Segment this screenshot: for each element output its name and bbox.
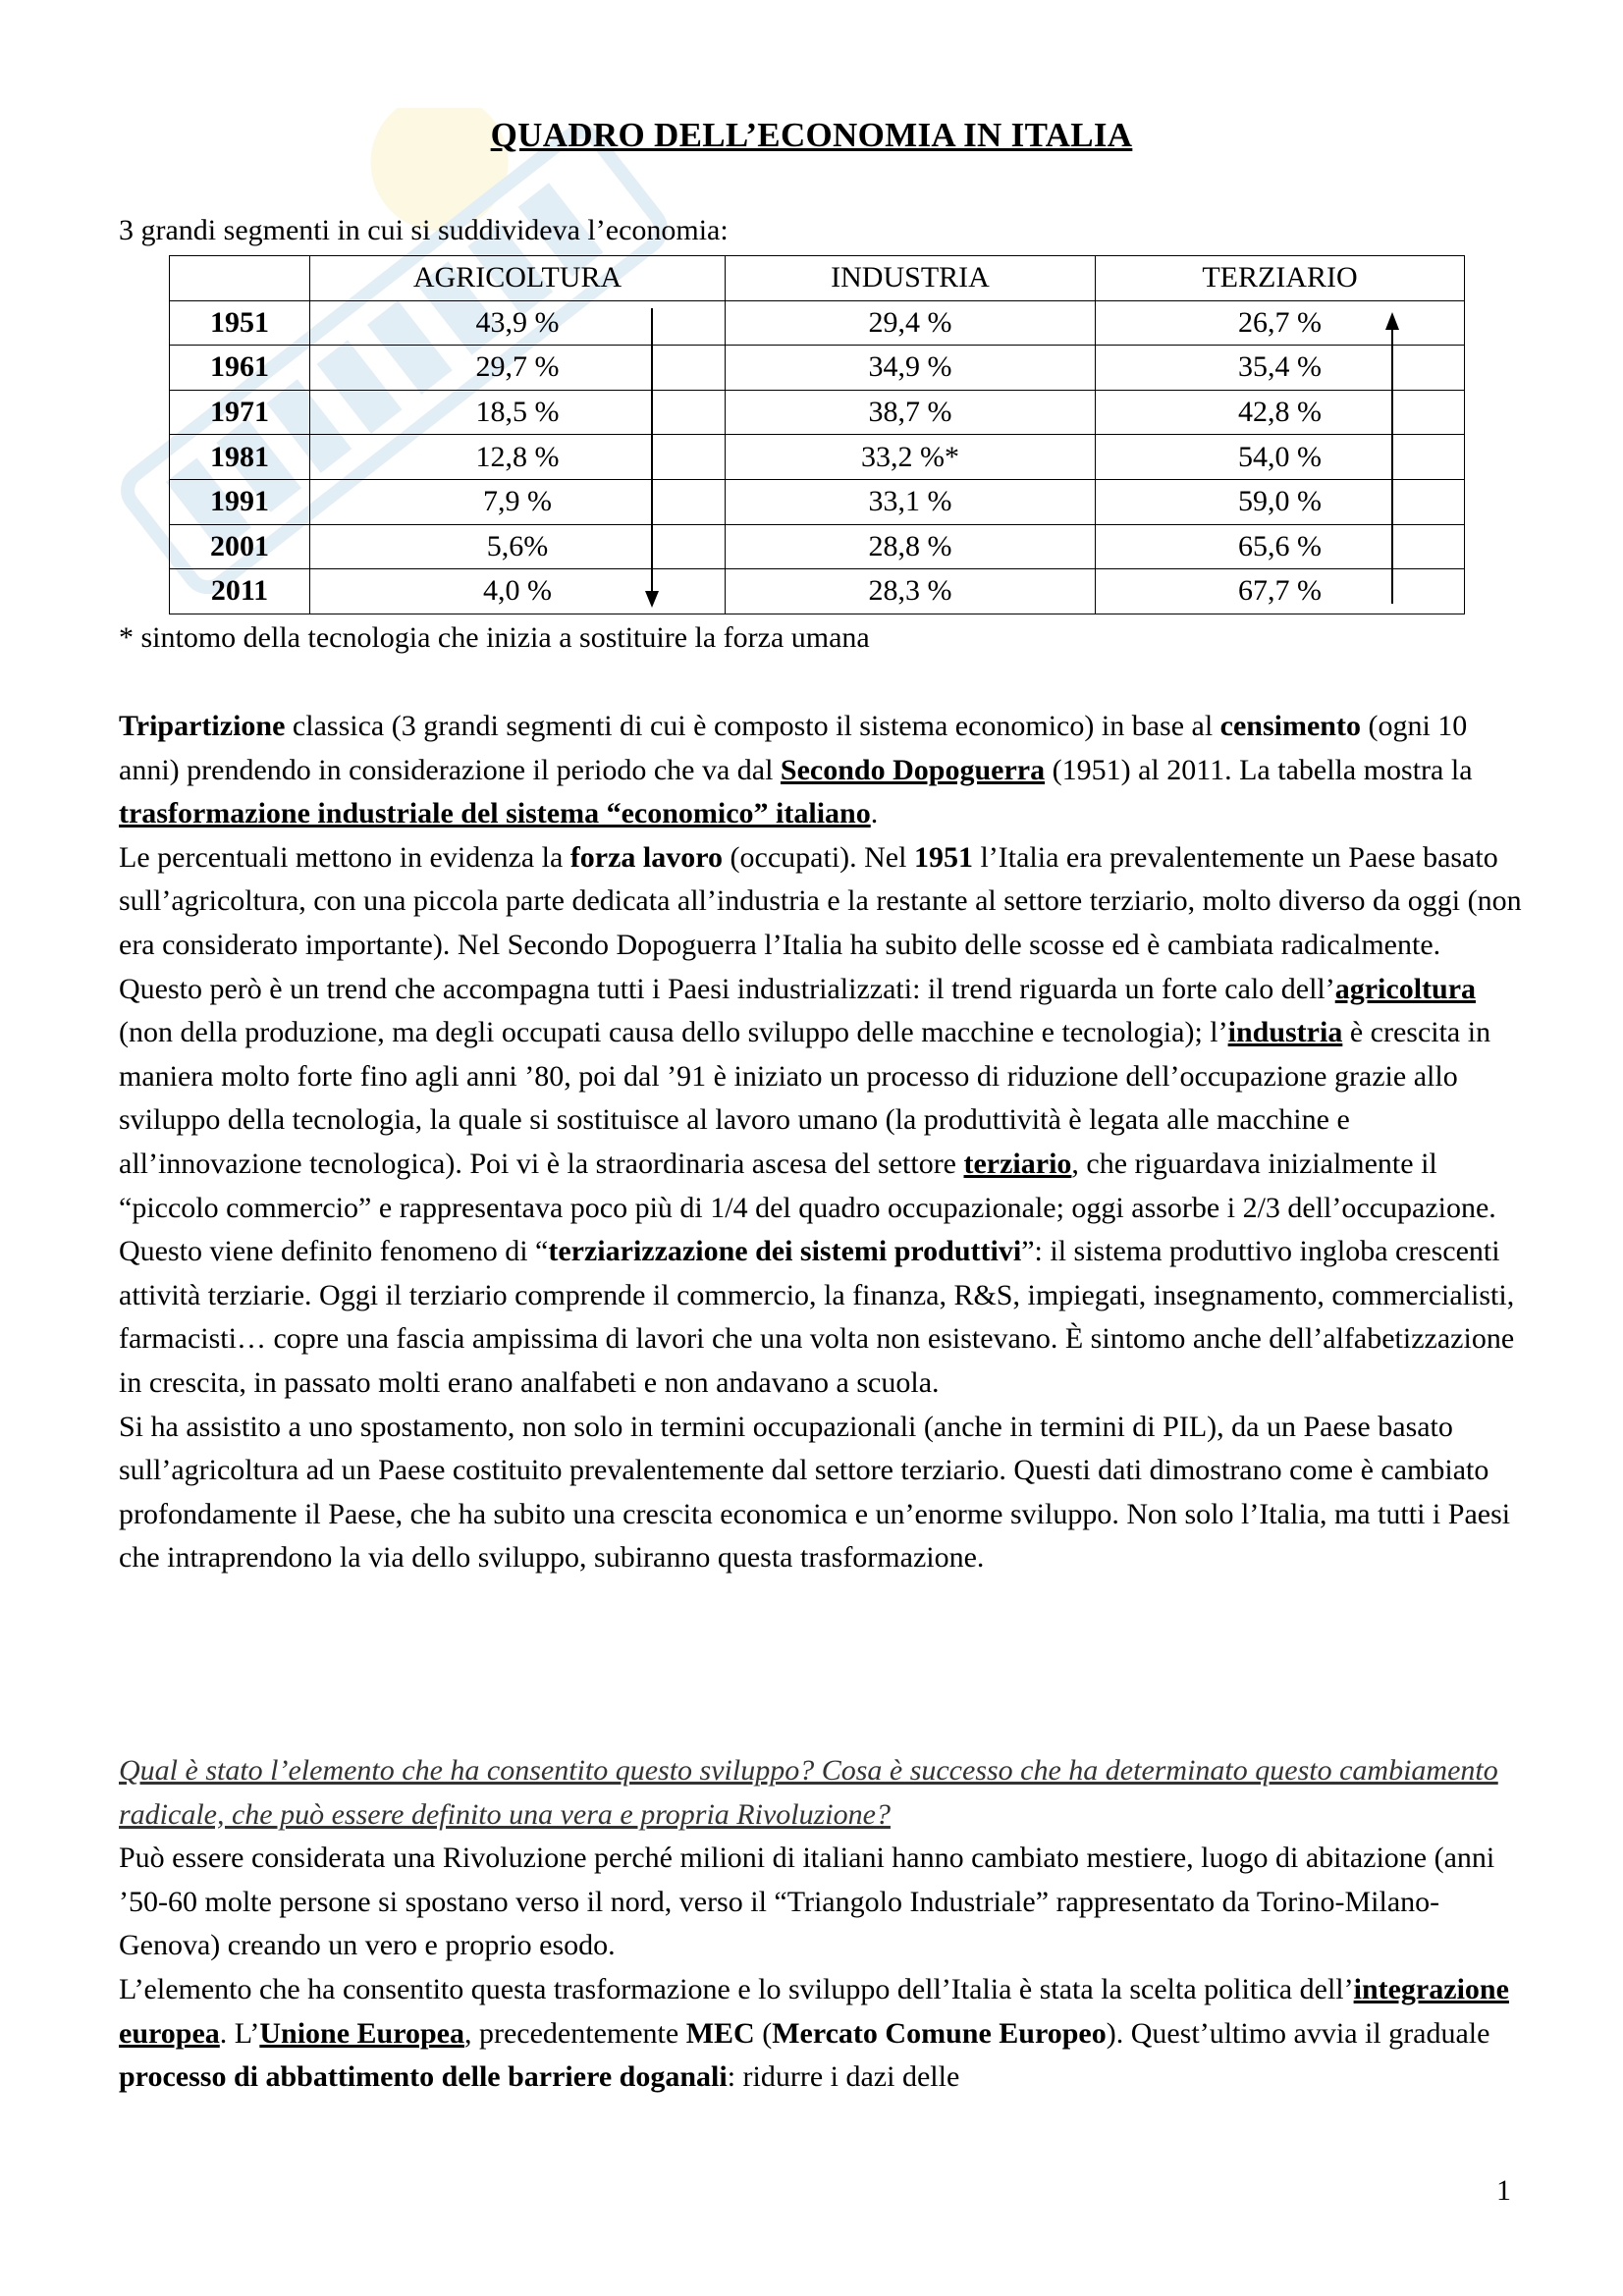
table-cell: 65,6 % xyxy=(1096,524,1465,569)
table-header-row xyxy=(170,256,1465,301)
table-header-cell: TERZIARIO xyxy=(1096,256,1465,301)
table-cell: 34,9 % xyxy=(726,346,1096,391)
table-row xyxy=(170,524,1465,569)
table-year-cell: 2011 xyxy=(170,569,310,614)
table-year-cell: 1961 xyxy=(170,346,310,391)
table-year-cell: 1951 xyxy=(170,300,310,346)
table-row xyxy=(170,569,1465,614)
table-cell: 26,7 % xyxy=(1096,300,1465,346)
page-number: 1 xyxy=(1496,2174,1511,2207)
table-row xyxy=(170,479,1465,524)
intro-text: 3 grandi segmenti in cui si suddivideva l’economia: xyxy=(119,214,729,246)
table-row xyxy=(170,346,1465,391)
table-header-cell: INDUSTRIA xyxy=(726,256,1096,301)
table-cell: 54,0 % xyxy=(1096,435,1465,480)
paragraph-rivoluzione: Può essere considerata una Rivoluzione perché milioni di italiani hanno cambiato mestiere, luogo di abitazione (anni ’50-60 molte persone si spostano verso il nord, verso il “Triangolo Industriale” rappresentato da Torino-Milano-Genova) creando un vero e proprio esodo. xyxy=(119,1842,1495,1962)
table-cell: 35,4 % xyxy=(1096,346,1465,391)
table-cell: 12,8 % xyxy=(310,435,726,480)
table-cell: 4,0 % xyxy=(310,569,726,614)
table-cell: 29,7 % xyxy=(310,346,726,391)
table-year-cell: 1991 xyxy=(170,479,310,524)
table-row xyxy=(170,390,1465,435)
paragraph-integrazione: L’elemento che ha consentito questa trasformazione e lo sviluppo dell’Italia è stata la scelta politica dell’integrazione europea. L’Unione Europea, precedentemente MEC (Mercato Comune Europeo). Quest’ultimo avvia il graduale processo di abbattimento delle barriere doganali: ridurre i dazi delle xyxy=(119,1973,1509,2094)
table-year-cell: 1971 xyxy=(170,390,310,435)
table-cell: 29,4 % xyxy=(726,300,1096,346)
table-cell: 33,1 % xyxy=(726,479,1096,524)
table-footnote: * sintomo della tecnologia che inizia a sostituire la forza umana xyxy=(119,621,870,654)
question-heading: Qual è stato l’elemento che ha consentito questo sviluppo? Cosa è successo che ha determinato questo cambiamento radicale, che può essere definito una vera e propria Rivoluzione? xyxy=(119,1754,1498,1831)
table-cell: 43,9 % xyxy=(310,300,726,346)
table-cell: 67,7 % xyxy=(1096,569,1465,614)
table-header-cell: AGRICOLTURA xyxy=(310,256,726,301)
table-cell: 59,0 % xyxy=(1096,479,1465,524)
table-year-cell: 2001 xyxy=(170,524,310,569)
table-cell: 28,3 % xyxy=(726,569,1096,614)
table-header-cell xyxy=(170,256,310,301)
page-title: QUADRO DELL’ECONOMIA IN ITALIA xyxy=(490,116,1133,154)
table-cell: 38,7 % xyxy=(726,390,1096,435)
table-cell: 28,8 % xyxy=(726,524,1096,569)
table-cell: 18,5 % xyxy=(310,390,726,435)
employment-table xyxy=(169,255,1465,614)
table-cell: 42,8 % xyxy=(1096,390,1465,435)
table-year-cell: 1981 xyxy=(170,435,310,480)
table-row xyxy=(170,435,1465,480)
paragraph-tripartizione: Tripartizione classica (3 grandi segmenti di cui è composto il sistema economico) in base al censimento (ogni 10 anni) prendendo in considerazione il periodo che va dal Secondo Dopoguerra (1951) al 2011. La tabella mostra la trasformazione industriale del sistema “economico” italiano. Le percentuali mettono in evidenza la forza lavoro (occupati). Nel 1951 l’Italia era prevalentemente un Paese basato sull’agricoltura, con una piccola parte dedicata all’industria e la restante al settore terziario, molto diverso da oggi (non era considerato importante). Nel Secondo Dopoguerra l’Italia ha subito delle scosse ed è cambiata radicalmente. Questo però è un trend che accompagna tutti i Paesi industrializzati: il trend riguarda un forte calo dell’agricoltura (non della produzione, ma degli occupati causa dello sviluppo delle macchine e tecnologia); l’industria è crescita in maniera molto forte fino agli anni ’80, poi dal ’91 è iniziato un processo di riduzione dell’occupazione grazie allo sviluppo della tecnologia, la quale si sostituisce al lavoro umano (la produttività è legata alle macchine e all’innovazione tecnologica). Poi vi è la straordinaria ascesa del settore terziario, che riguardava inizialmente il “piccolo commercio” e rappresentava poco più di 1/4 del quadro occupazionale; oggi assorbe i 2/3 dell’occupazione. Questo viene definito fenomeno di “terziarizzazione dei sistemi produttivi”: il sistema produttivo ingloba crescenti attività terziarie. Oggi il terziario comprende il commercio, la finanza, R&S, impiegati, insegnamento, commercialisti, farmacisti… copre una fascia ampissima di lavori che una volta non esistevano. È sintomo anche dell’alfabetizzazione in crescita, in passato molti erano analfabeti e non andavano a scuola. Si ha assistito a uno spostamento, non solo in termini occupazionali (anche in termini di PIL), da un Paese basato sull’agricoltura ad un Paese costituito prevalentemente dal settore terziario. Questi dati dimostrano come è cambiato profondamente il Paese, che ha subito una crescita economica e un’enorme sviluppo. Non solo l’Italia, ma tutti i Paesi che intraprendono la via dello sviluppo, subiranno questa trasformazione. xyxy=(119,710,1522,1575)
table-cell: 5,6% xyxy=(310,524,726,569)
table-cell: 33,2 %* xyxy=(726,435,1096,480)
table-row xyxy=(170,300,1465,346)
table-cell: 7,9 % xyxy=(310,479,726,524)
